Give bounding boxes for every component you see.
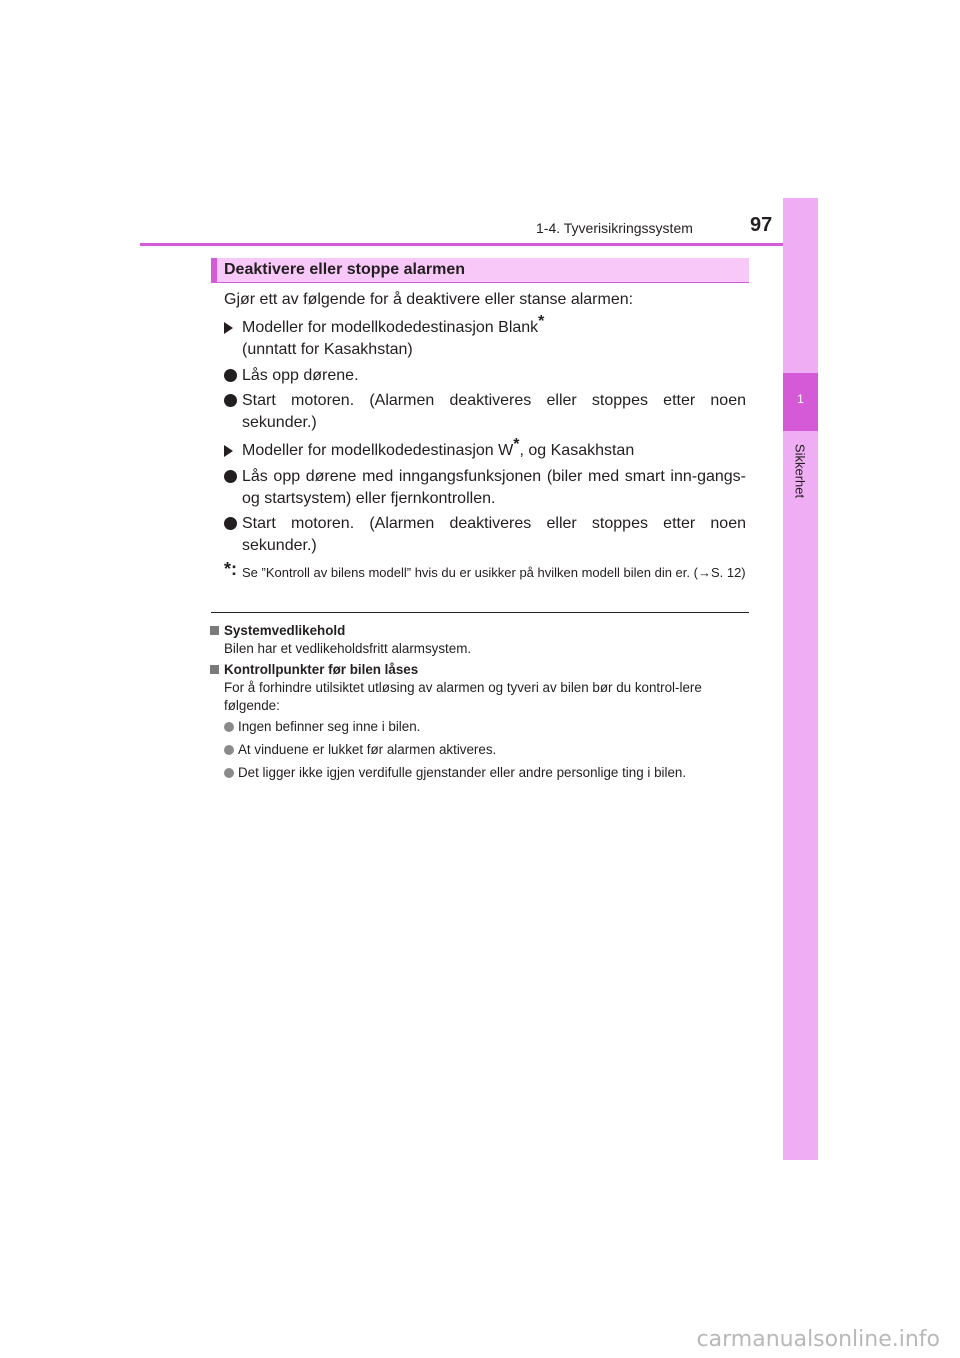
bullet-text: Lås opp dørene med inngangsfunksjonen (biler med smart inn-gangs- og startsystem) eller fjernkontrollen. — [242, 468, 746, 507]
checklist-text: At vinduene er lukket før alarmen aktiveres. — [238, 742, 497, 757]
square-bullet-icon — [210, 626, 219, 635]
note-heading-text: Systemvedlikehold — [224, 623, 346, 638]
bullet-dot-icon — [224, 745, 234, 755]
list-item — [224, 513, 746, 557]
model-line-2: (unntatt for Kasakhstan) — [242, 341, 413, 358]
notes-section — [210, 620, 752, 787]
bullet-dot-icon — [224, 470, 237, 483]
header-section-title: 1-4. Tyverisikringssystem — [536, 220, 693, 236]
page-number: 97 — [750, 214, 773, 236]
watermark: carmanualsonline.info — [696, 1327, 940, 1352]
checklist-text: Ingen befinner seg inne i bilen. — [238, 719, 421, 734]
note-body: For å forhindre utilsiktet utløsing av alarmen og tyveri av bilen bør du kontrol-lere følgende: — [224, 680, 702, 713]
note-heading — [210, 661, 752, 679]
intro-text: Gjør ett av følgende for å deaktivere eller stanse alarmen: — [224, 291, 634, 308]
square-bullet-icon — [210, 665, 219, 674]
model-line-suffix: , og Kasakhstan — [519, 442, 635, 459]
checklist-item — [210, 741, 752, 759]
section-heading-accent — [211, 258, 217, 283]
bullet-dot-icon — [224, 394, 237, 407]
note-heading — [210, 622, 752, 640]
bullet-text: Start motoren. (Alarmen deaktiveres eller stoppes etter noen sekunder.) — [242, 515, 746, 554]
checklist-item — [210, 764, 752, 782]
section-title: Deaktivere eller stoppe alarmen — [224, 261, 466, 278]
list-item — [224, 390, 746, 434]
asterisk-mark: * — [538, 313, 545, 330]
triangle-arrow-icon — [224, 445, 233, 457]
bullet-dot-icon — [224, 722, 234, 732]
chapter-side-tab — [783, 198, 818, 1160]
bullet-dot-icon — [224, 768, 234, 778]
asterisk-mark: * — [513, 436, 520, 453]
chapter-label: Sikkerhet — [792, 443, 808, 499]
footnote-text: Se ”Kontroll av bilens modell” hvis du er usikker på hvilken modell bilen din er. (→S. 12) — [242, 565, 746, 580]
note-body: Bilen har et vedlikeholdsfritt alarmsystem. — [224, 641, 472, 656]
bullet-text: Lås opp dørene. — [242, 367, 359, 384]
footnote — [224, 559, 746, 582]
model-line: Modeller for modellkodedestinasjon Blank — [242, 319, 539, 336]
main-content — [224, 289, 746, 582]
header-rule — [140, 243, 818, 246]
checklist-item — [210, 718, 752, 736]
chapter-number: 1 — [797, 392, 804, 406]
list-item — [224, 466, 746, 510]
list-item — [224, 365, 746, 387]
checklist-text: Det ligger ikke igjen verdifulle gjenstander eller andre personlige ting i bilen. — [238, 765, 687, 780]
bullet-text: Start motoren. (Alarmen deaktiveres eller stoppes etter noen sekunder.) — [242, 392, 746, 431]
model-line: Modeller for modellkodedestinasjon W — [242, 442, 514, 459]
footnote-mark: *: — [224, 559, 237, 579]
bullet-dot-icon — [224, 369, 237, 382]
section-divider — [211, 612, 749, 613]
note-heading-text: Kontrollpunkter før bilen låses — [224, 662, 419, 677]
triangle-arrow-icon — [224, 322, 233, 334]
model-group-2-heading — [224, 436, 746, 462]
model-group-1-heading — [224, 313, 746, 361]
bullet-dot-icon — [224, 517, 237, 530]
